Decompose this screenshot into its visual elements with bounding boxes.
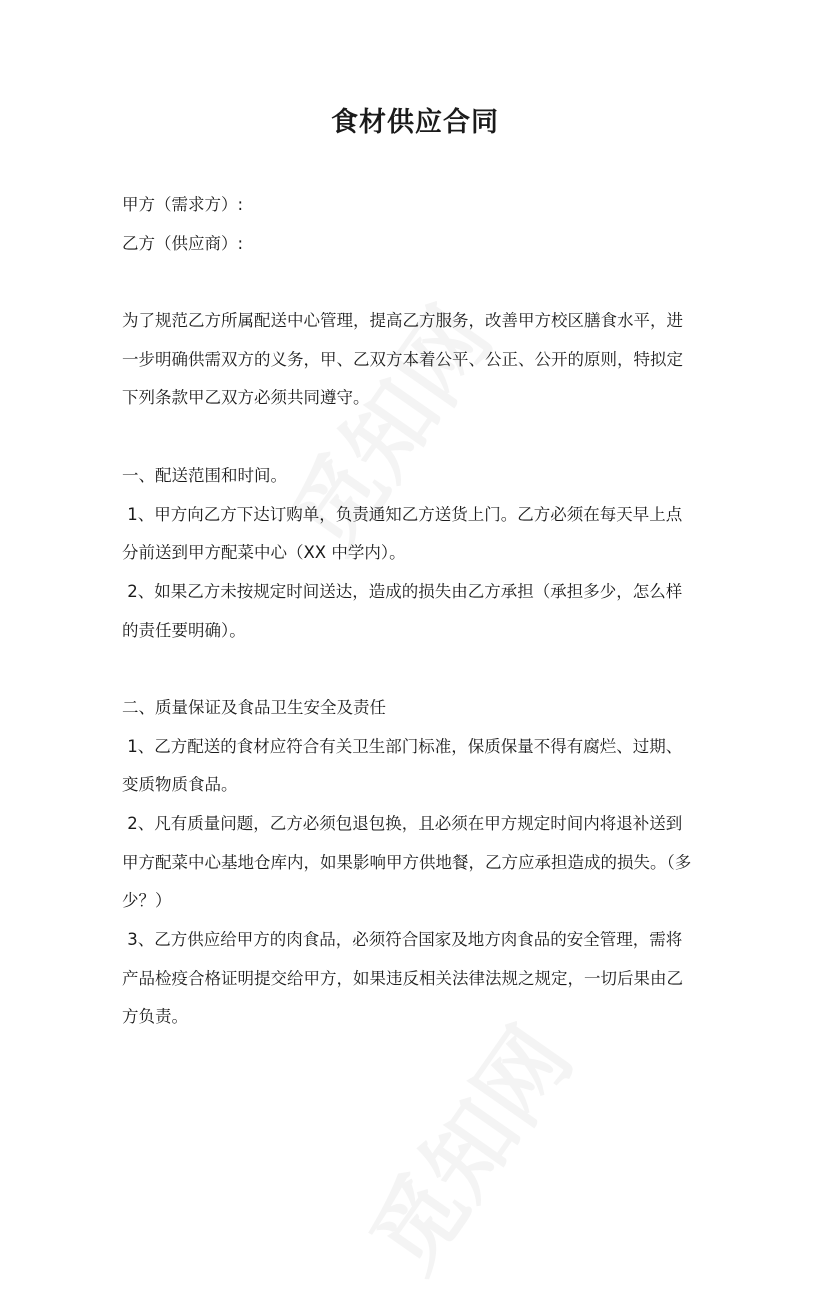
section-heading: 一、配送范围和时间。 (122, 465, 287, 485)
clause-line: 产品检疫合格证明提交给甲方，如果违反相关法律法规之规定，一切后果由乙 (122, 968, 683, 988)
clause-line: 甲方配菜中心基地仓库内，如果影响甲方供地餐，乙方应承担造成的损失。（多 (122, 852, 692, 872)
clause-line: 方负责。 (122, 1007, 188, 1027)
clause-line: 变质物质食品。 (122, 775, 238, 795)
document-title: 食材供应合同 (331, 107, 499, 138)
text-line: 为了规范乙方所属配送中心管理，提高乙方服务，改善甲方校区膳食水平，进 (122, 311, 683, 331)
watermark-bottom (334, 997, 595, 1293)
text-line: 下列条款甲乙双方必须共同遵守。 (122, 388, 370, 408)
clause-line: 少？） (122, 891, 172, 911)
intro-paragraph (122, 302, 722, 418)
clause-line: 1、乙方配送的食材应符合有关卫生部门标准，保质保量不得有腐烂、过期、 (122, 736, 683, 756)
clause-line: 1、甲方向乙方下达订购单，负责通知乙方送货上门。乙方必须在每天早上点 (122, 504, 683, 524)
clause-line: 3、乙方供应给甲方的肉食品，必须符合国家及地方肉食品的安全管理，需将 (122, 930, 683, 950)
section-2 (122, 689, 722, 1037)
party-b-line: 乙方（供应商）: (122, 233, 244, 253)
section-1 (122, 457, 722, 650)
text-line: 一步明确供需双方的义务，甲、乙双方本着公平、公正、公开的原则，特拟定 (122, 349, 683, 369)
section-heading: 二、质量保证及食品卫生安全及责任 (122, 697, 386, 717)
clause-line: 的责任要明确）。 (122, 620, 246, 640)
document-body (122, 186, 722, 1037)
clause-line: 2、凡有质量问题，乙方必须包退包换，且必须在甲方规定时间内将退补送到 (122, 814, 683, 833)
clause-line: 分前送到甲方配菜中心（XX 中学内）。 (122, 543, 406, 563)
clause-line: 2、如果乙方未按规定时间送达，造成的损失由乙方承担（承担多少，怎么样 (122, 581, 683, 601)
party-a-line: 甲方（需求方）: (122, 195, 244, 214)
